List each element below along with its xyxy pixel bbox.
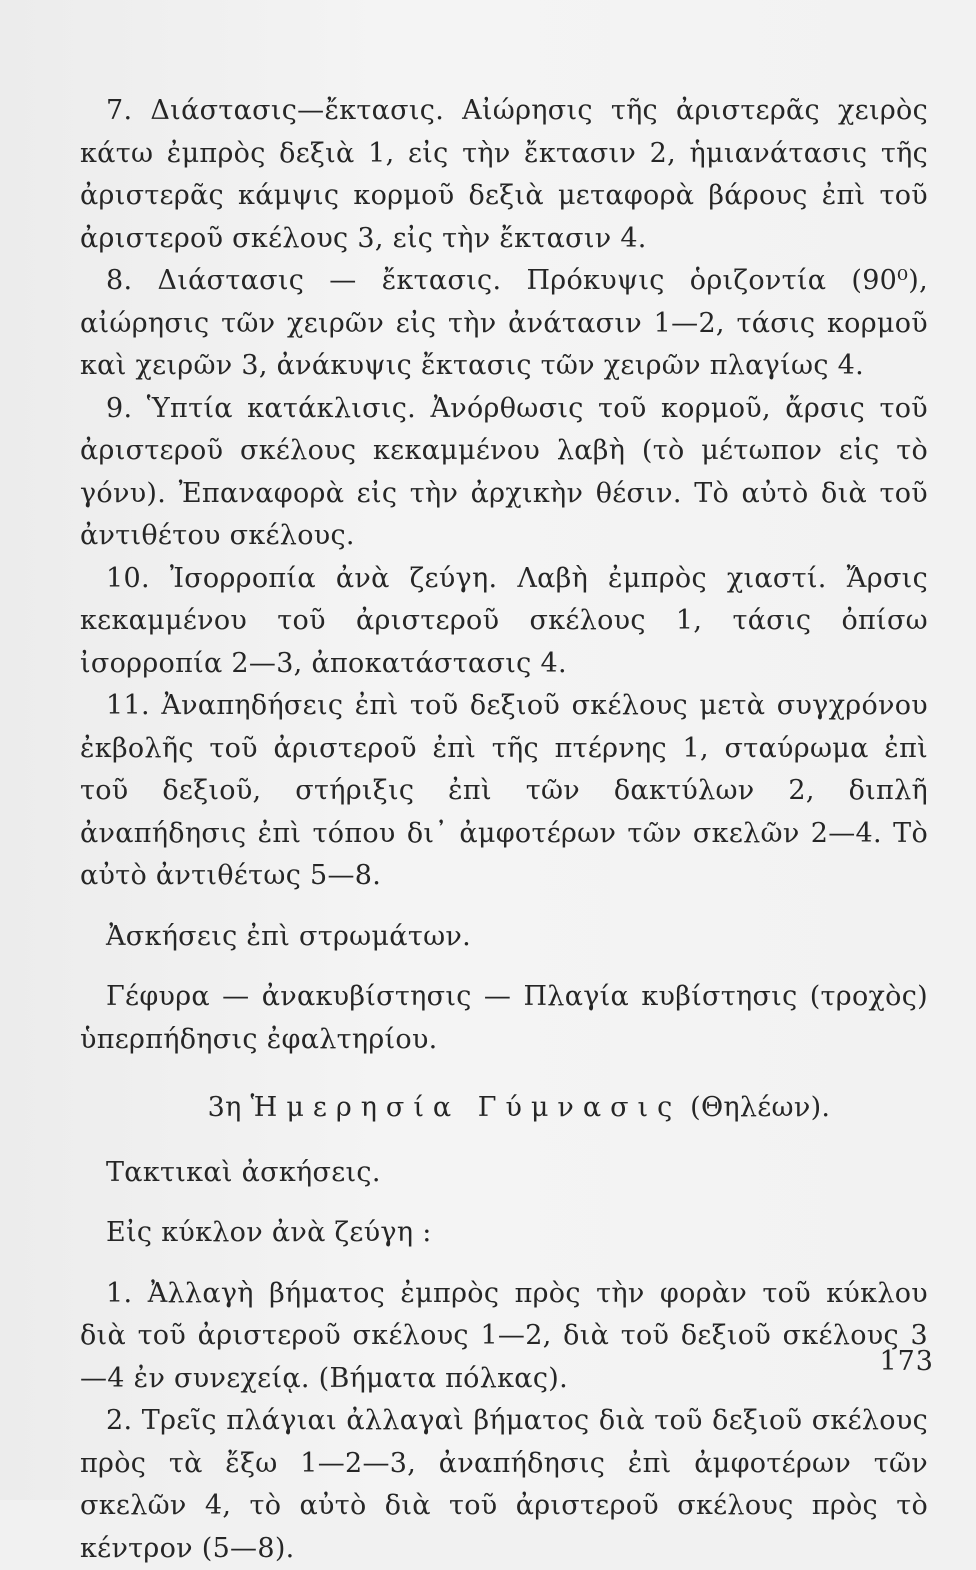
exercise-8: 8. Διάστασις — ἔκτασις. Πρόκυψις ὁριζοντία (90⁰), αἰώρησις τῶν χειρῶν εἰς τὴν ἀνάτασιν 1—2, τάσις κορμοῦ καὶ χειρῶν 3, ἀνάκυψις ἔκτασις τῶν χειρῶν πλαγίως 4. (80, 265, 928, 381)
exercise-9: 9. Ὑπτία κατάκλισις. Ἀνόρθωσις τοῦ κορμοῦ, ἄρσις τοῦ ἀριστεροῦ σκέλους κεκαμμένου λαβὴ (τὸ μέτωπον εἰς τὸ γόνυ). Ἐπαναφορὰ εἰς τὴν ἀρχικὴν θέσιν. Τὸ αὐτὸ διὰ τοῦ ἀντιθέτου σκέλους. (80, 392, 928, 551)
exercise-10: 10. Ἰσορροπία ἀνὰ ζεύγη. Λαβὴ ἐμπρὸς χιαστί. Ἄρσις κεκαμμένου τοῦ ἀριστεροῦ σκέλους 1, τάσις ὀπίσω ἰσορροπία 2—3, ἀποκατάστασις 4. (80, 562, 928, 679)
heading-suffix: (Θηλέων). (690, 1092, 831, 1123)
heading-spaced: Ἡμερησία Γύμνασις (250, 1092, 682, 1123)
subheading: Τακτικαὶ ἀσκήσεις. (106, 1156, 381, 1188)
heading-prefix: 3η (207, 1092, 242, 1123)
mats-title: Ἀσκήσεις ἐπὶ στρωμάτων. (106, 920, 471, 952)
circle-intro: Εἰς κύκλον ἀνὰ ζεύγη : (106, 1217, 432, 1248)
exercise-7: 7. Διάστασις—ἔκτασις. Αἰώρησις τῆς ἀριστερᾶς χειρὸς κάτω ἐμπρὸς δεξιὰ 1, εἰς τὴν ἔκτασιν 2, ἡμιανάτασις τῆς ἀριστερᾶς κάμψις κορμοῦ δεξιὰ μεταφορὰ βάρους ἐπὶ τοῦ ἀριστεροῦ σκέλους 3, εἰς τὴν ἔκτασιν 4. (80, 95, 928, 254)
page-body (80, 90, 928, 1570)
exercise-circle-2: 2. Τρεῖς πλάγιαι ἀλλαγαὶ βήματος διὰ τοῦ δεξιοῦ σκέλους πρὸς τὰ ἔξω 1—2—3, ἀναπήδησις ἐπὶ ἀμφοτέρων τῶν σκελῶν 4, τὸ αὐτὸ διὰ τοῦ ἀριστεροῦ σκέλους πρὸς τὸ κέντρον (5—8). (80, 1405, 928, 1564)
exercise-circle-1: 1. Ἀλλαγὴ βήματος ἐμπρὸς πρὸς τὴν φορὰν τοῦ κύκλου διὰ τοῦ ἀριστεροῦ σκέλους 1—2, διὰ τοῦ δεξιοῦ σκέλους 3—4 ἐν συνεχείᾳ. (Βήματα πόλκας). (80, 1277, 928, 1394)
page-number: 173 (879, 1346, 934, 1377)
exercise-11: 11. Ἀναπηδήσεις ἐπὶ τοῦ δεξιοῦ σκέλους μετὰ συγχρόνου ἐκβολῆς τοῦ ἀριστεροῦ ἐπὶ τῆς πτέρνης 1, σταύρωμα ἐπὶ τοῦ δεξιοῦ, στήριξις ἐπὶ τῶν δακτύλων 2, διπλῆ ἀναπήδησις ἐπὶ τόπου δι᾿ ἀμφοτέρων τῶν σκελῶν 2—4. Τὸ αὐτὸ ἀντιθέτως 5—8. (80, 690, 928, 891)
mats-text: Γέφυρα — ἀνακυβίστησις — Πλαγία κυβίστησις (τροχὸς) ὑπερπήδησις ἐφαλτηρίου. (80, 981, 928, 1055)
section-heading (80, 1087, 928, 1130)
